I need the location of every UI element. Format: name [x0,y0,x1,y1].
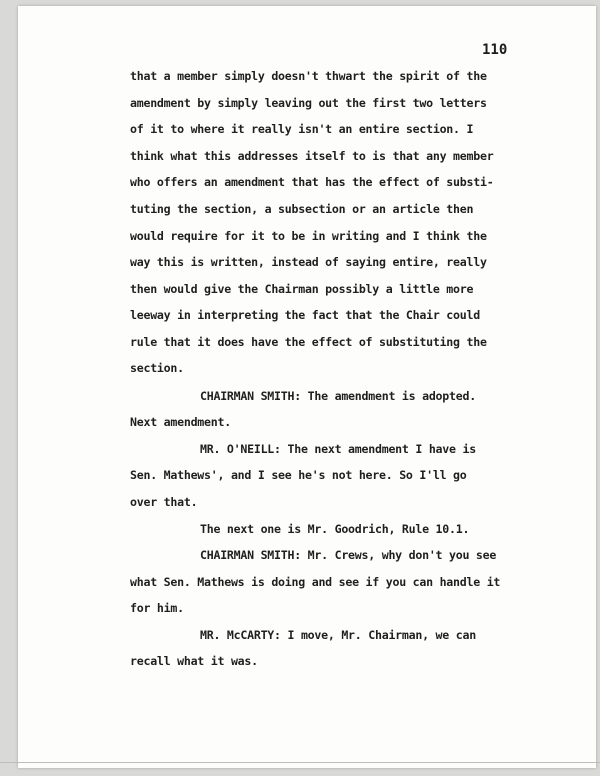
transcript-line: amendment by simply leaving out the first two letters [130,96,487,110]
page-bottom-edge [0,762,600,763]
transcript-line: that a member simply doesn't thwart the spirit of the [130,69,487,83]
transcript-line: what Sen. Mathews is doing and see if you can handle it [130,575,501,589]
transcript-line: then would give the Chairman possibly a little more [130,282,474,296]
speaker-line: MR. McCARTY: I move, Mr. Chairman, we can [200,628,476,642]
transcript-line: of it to where it really isn't an entire section. I [130,122,474,136]
transcript-line: tuting the section, a subsection or an article then [130,202,474,216]
transcript-line: who offers an amendment that has the effect of substi- [130,175,494,189]
transcript-line: section. [130,361,184,375]
transcript-line: The next one is Mr. Goodrich, Rule 10.1. [200,522,470,536]
transcript-line: Sen. Mathews', and I see he's not here. So I'll go [130,468,467,482]
document-page [18,6,596,768]
speaker-line: CHAIRMAN SMITH: Mr. Crews, why don't you see [200,548,497,562]
transcript-line: think what this addresses itself to is that any member [130,149,494,163]
transcript-line: leeway in interpreting the fact that the Chair could [130,308,480,322]
transcript-line: Next amendment. [130,415,231,429]
transcript-line: rule that it does have the effect of substituting the [130,335,487,349]
speaker-line: MR. O'NEILL: The next amendment I have is [200,442,476,456]
transcript-line: over that. [130,495,198,509]
page-number: 110 [482,42,508,58]
transcript-line: for him. [130,601,184,615]
transcript-line: would require for it to be in writing and I think the [130,229,487,243]
transcript-line: recall what it was. [130,654,258,668]
speaker-line: CHAIRMAN SMITH: The amendment is adopted. [200,389,476,403]
transcript-line: way this is written, instead of saying entire, really [130,255,487,269]
